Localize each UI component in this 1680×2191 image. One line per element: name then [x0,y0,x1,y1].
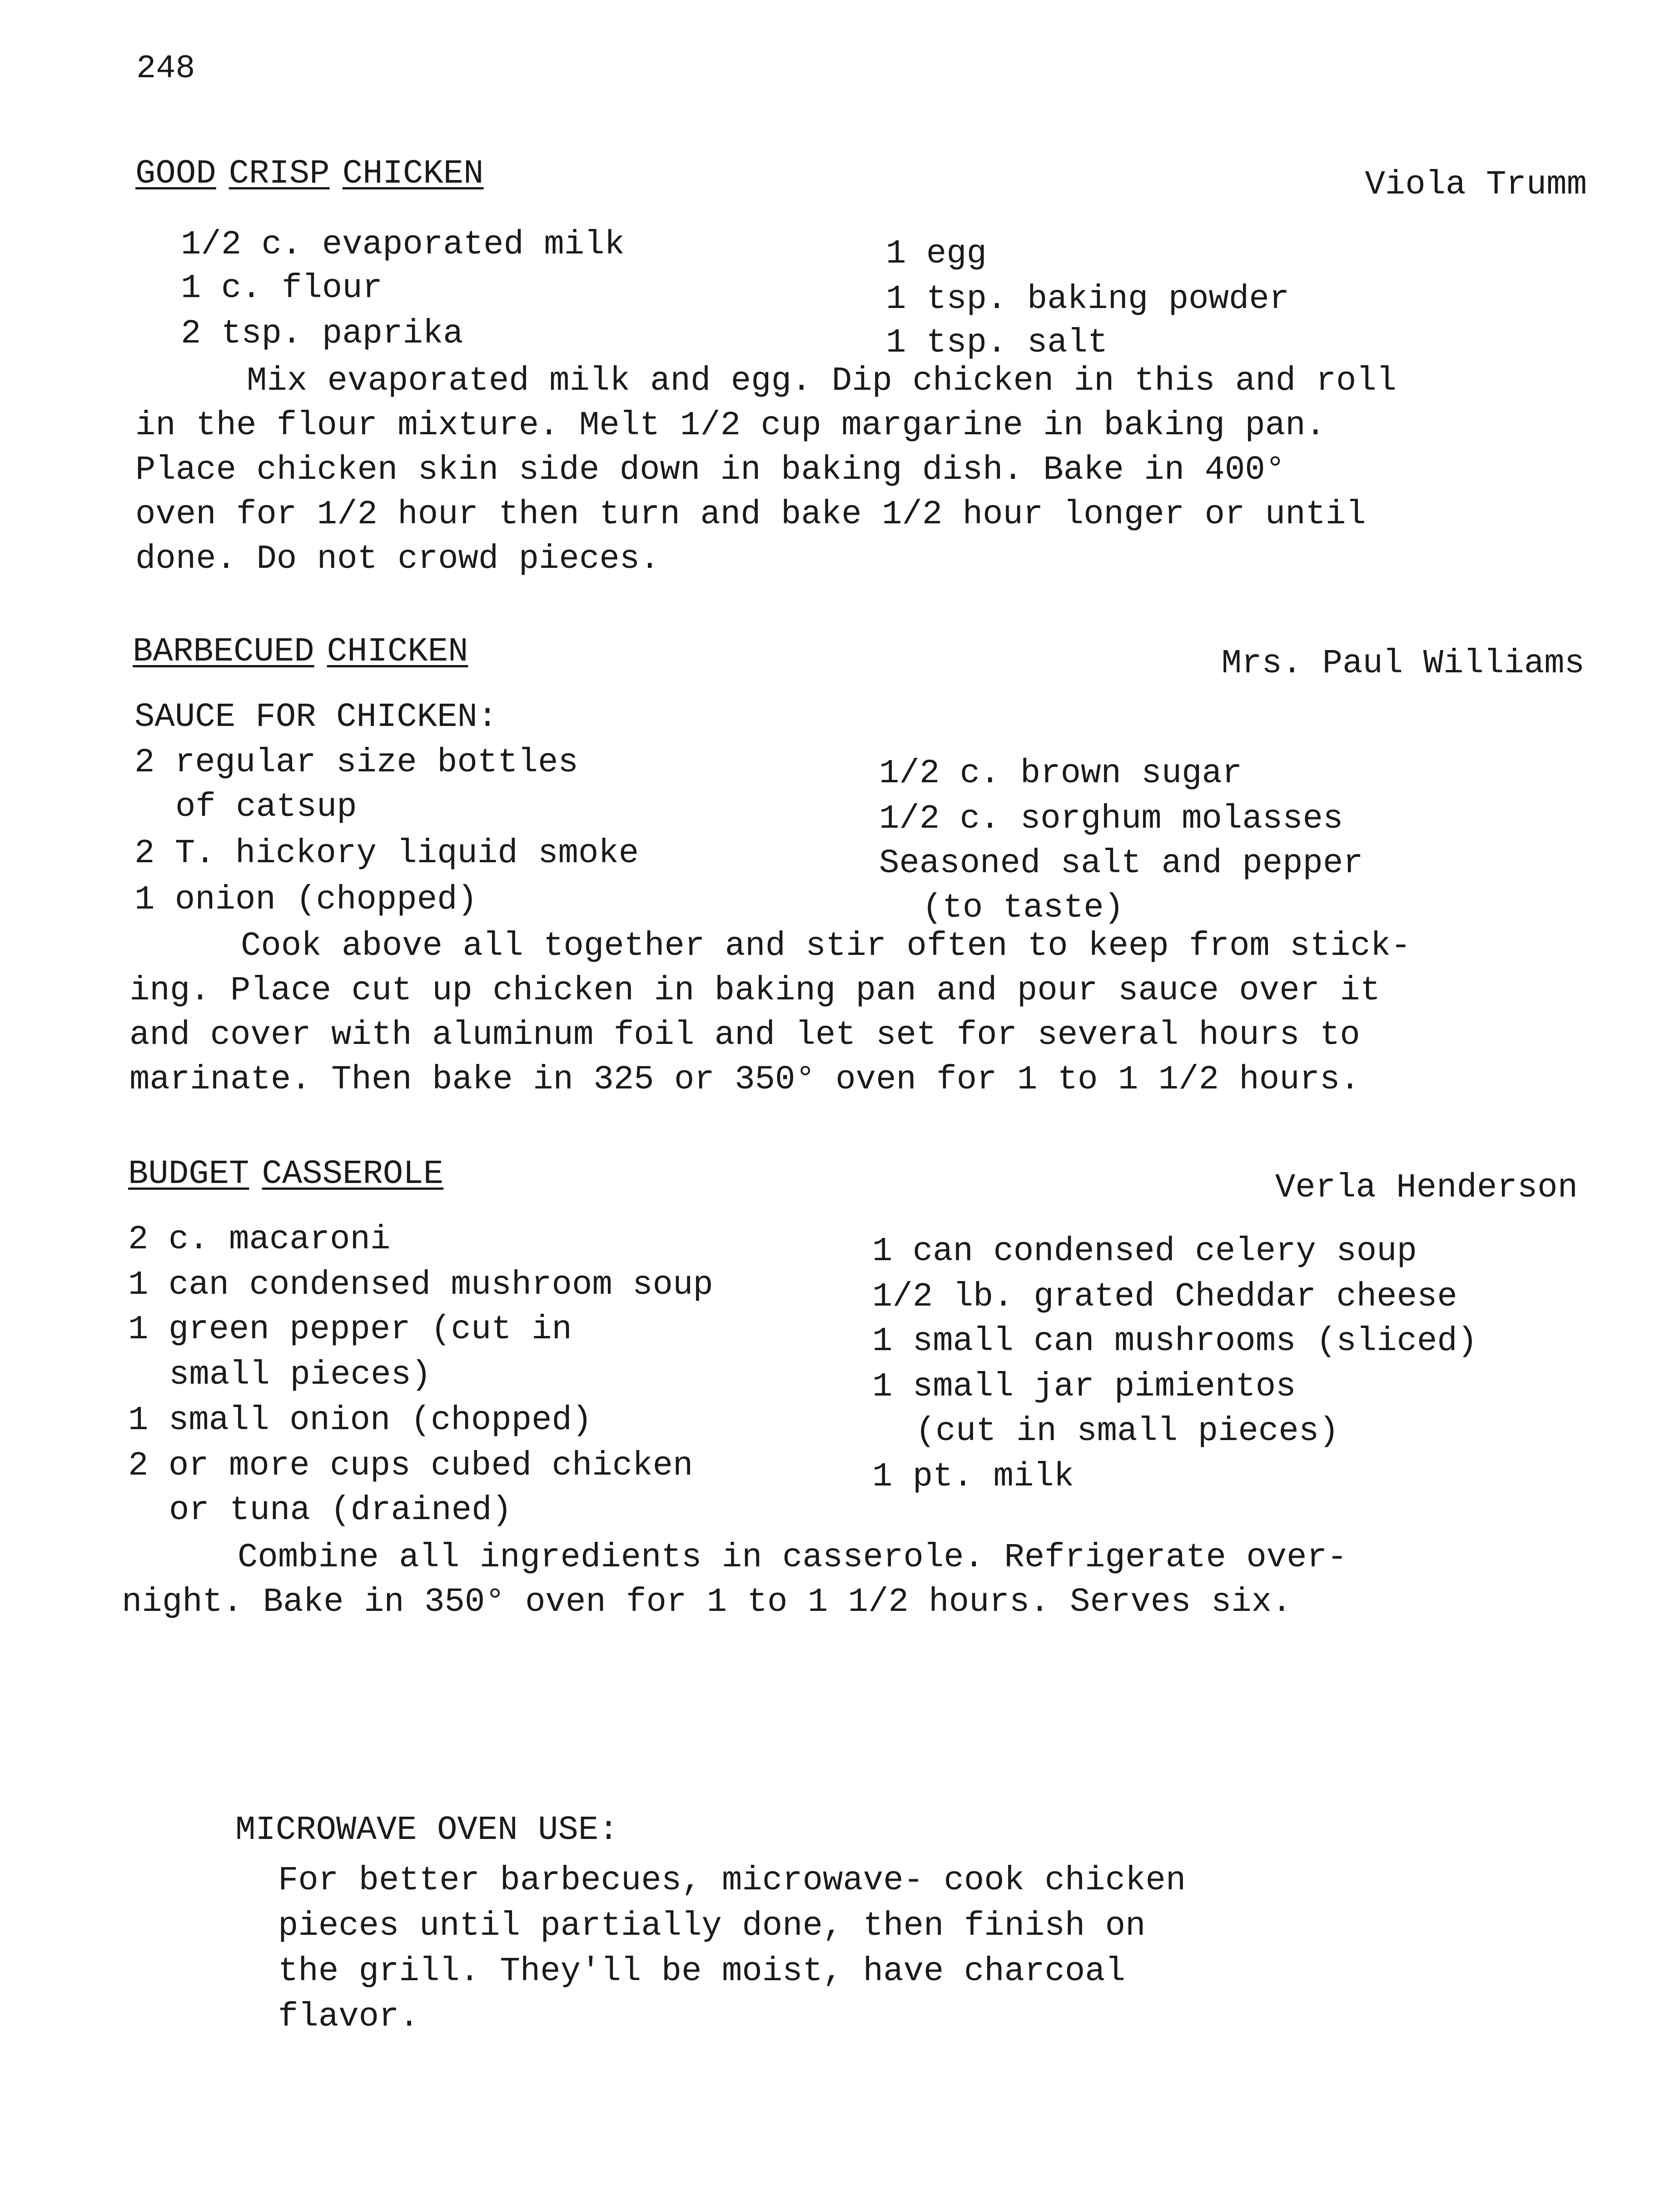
ingredient: 2 tsp. paprika [181,315,463,353]
ingredient: 1 small jar pimientos [872,1368,1296,1406]
ingredient: 1 small onion (chopped) [128,1401,592,1440]
ingredient: 1 pt. milk [872,1458,1074,1496]
ingredient: 2 regular size bottles [134,744,578,782]
ingredient [872,1409,1339,1454]
tip-line: For better barbecues, microwave- cook chicken [278,1862,1186,1900]
direction-line: Cook above all together and stir often to keep from stick- [241,927,1411,965]
ingredient-continued: (cut in small pieces) [915,1412,1339,1451]
ingredient: 2 T. hickory liquid smoke [134,835,639,873]
ingredient: 1 onion (chopped) [134,881,477,919]
directions [135,359,1397,581]
ingredient-continued: (to taste) [922,889,1124,927]
recipe-author: Viola Trumm [1365,166,1587,204]
page-number: 248 [136,50,195,87]
ingredient: 1 c. flour [181,269,383,308]
direction-line: Mix evaporated milk and egg. Dip chicken in this and roll [247,362,1397,400]
ingredient [134,785,357,830]
ingredient: 2 or more cups cubed chicken [128,1447,693,1485]
ingredient: 1/2 c. evaporated milk [181,226,625,264]
direction-line: night. Bake in 350° oven for 1 to 1 1/2 hours. Serves six. [122,1583,1292,1621]
ingredient: 1/2 lb. grated Cheddar cheese [872,1278,1457,1316]
ingredient: 2 c. macaroni [128,1221,391,1259]
recipe-author: Mrs. Paul Williams [1221,645,1585,683]
directions [129,924,1411,1102]
directions [122,1535,1347,1625]
ingredient: 1/2 c. sorghum molasses [879,800,1343,838]
title-word: CHICKEN [342,155,484,193]
recipe-title [135,152,484,196]
direction-line: Place chicken skin side down in baking dish. Bake in 400° [135,451,1286,489]
direction-line: in the flour mixture. Melt 1/2 cup margarine in baking pan. [135,407,1326,445]
ingredient: 1/2 c. brown sugar [879,755,1243,793]
title-word: GOOD [135,155,216,193]
recipe-title [128,1152,443,1197]
tip-line: flavor. [278,1998,419,2036]
ingredient [128,1353,431,1397]
tip-line: the grill. They'll be moist, have charcoal [278,1953,1126,1991]
ingredient: 1 egg [886,235,987,273]
recipe-author: Verla Henderson [1275,1169,1578,1207]
ingredient: Seasoned salt and pepper [879,845,1363,883]
tip-body [278,1858,1186,2040]
direction-line: done. Do not crowd pieces. [135,540,660,578]
title-word: CRISP [229,155,330,193]
ingredient-continued: of catsup [175,788,357,826]
recipe-title [133,630,468,674]
tip-line: pieces until partially done, then finish on [278,1907,1146,1945]
recipe-subheading: SAUCE FOR CHICKEN: [134,698,498,736]
ingredient: 1 small can mushrooms (sliced) [872,1322,1478,1361]
ingredient [128,1488,512,1533]
title-word: CHICKEN [327,633,468,671]
direction-line: marinate. Then bake in 325 or 350° oven for 1 to 1 1/2 hours. [129,1061,1360,1099]
direction-line: and cover with aluminum foil and let set for several hours to [129,1016,1360,1054]
title-word: CASSEROLE [262,1155,444,1193]
ingredient: 1 tsp. salt [886,324,1108,362]
tip-heading: MICROWAVE OVEN USE: [235,1811,619,1849]
title-word: BUDGET [128,1155,249,1193]
ingredient-continued: small pieces) [169,1356,432,1394]
direction-line: ing. Place cut up chicken in baking pan and pour sauce over it [129,972,1381,1010]
title-word: BARBECUED [133,633,314,671]
direction-line: oven for 1/2 hour then turn and bake 1/2 hour longer or until [135,496,1366,534]
ingredient: 1 can condensed mushroom soup [128,1266,713,1304]
ingredient: 1 can condensed celery soup [872,1232,1417,1271]
ingredient: 1 green pepper (cut in [128,1311,572,1349]
ingredient: 1 tsp. baking powder [886,280,1290,318]
direction-line: Combine all ingredients in casserole. Refrigerate over- [238,1539,1347,1577]
ingredient-continued: or tuna (drained) [169,1491,512,1530]
